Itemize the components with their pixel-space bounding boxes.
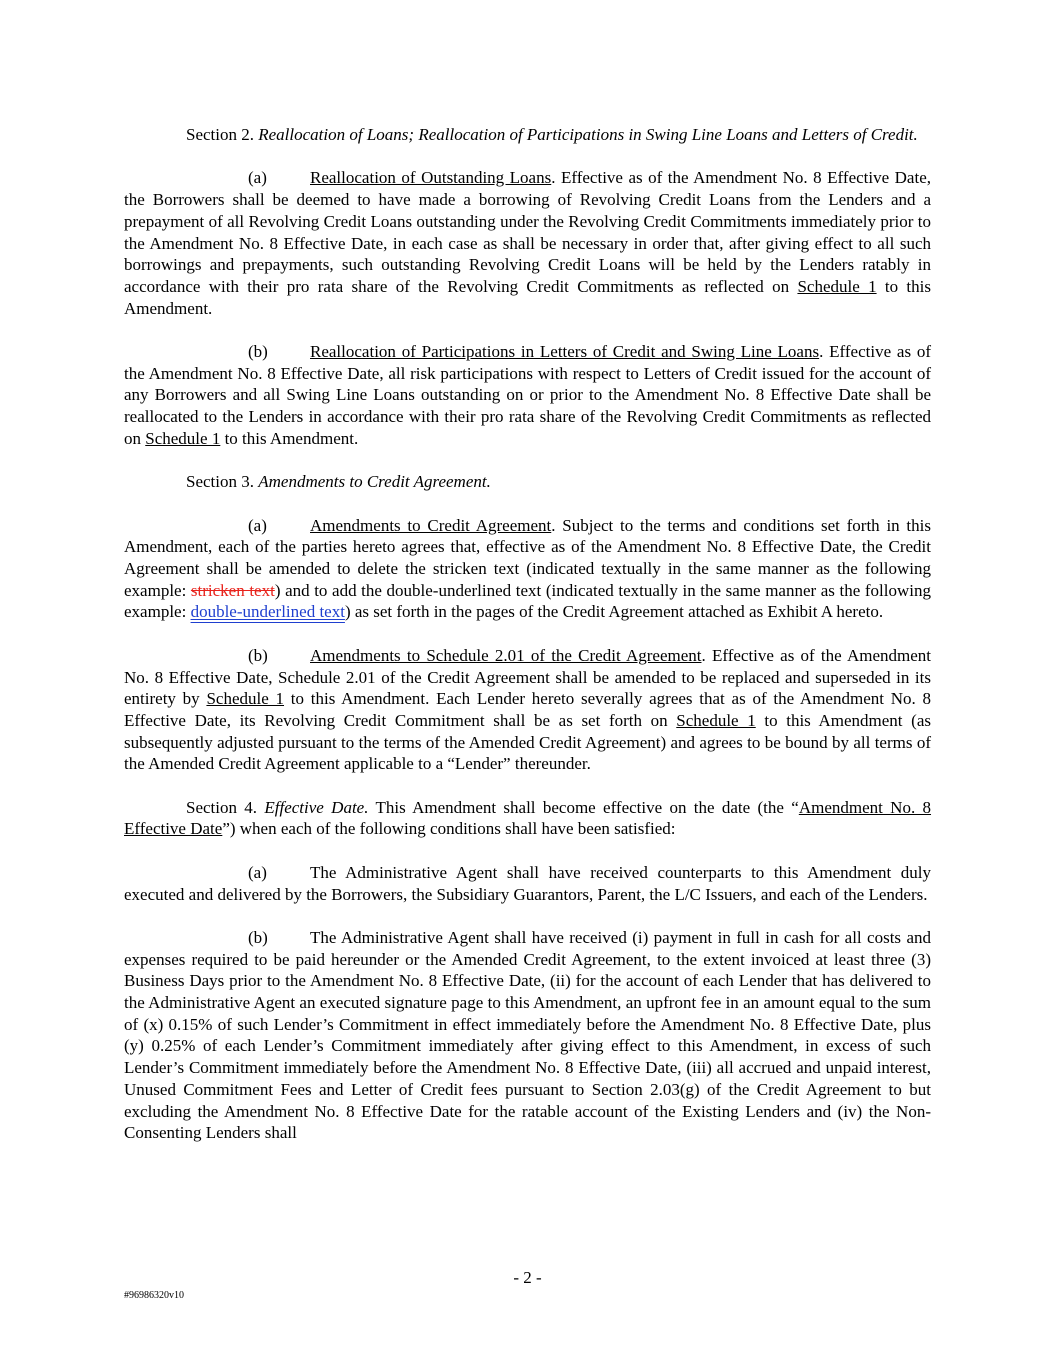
section-2a-schedule-ref: Schedule 1 bbox=[797, 276, 877, 296]
section-4-title: Effective Date. bbox=[264, 797, 369, 817]
document-body bbox=[124, 124, 931, 1144]
section-4b-label: (b) bbox=[248, 927, 268, 947]
section-3a-label: (a) bbox=[248, 515, 267, 535]
section-2b-body: . Effective as of the Amendment No. 8 Effective Date, all risk participations with respect to Letters of Credit issued for the account of any Borrowers and all Swing Line Loans outstanding on or prior to the Amendment No. 8 Effective Date shall be reallocated to the Lenders in accordance with their pro rata share of the Revolving Credit Commitments as reflected on bbox=[124, 342, 931, 448]
section-4-body-2: ”) when each of the following conditions shall have been satisfied: bbox=[222, 819, 676, 839]
section-3b-heading: Amendments to Schedule 2.01 of the Credit Agreement bbox=[310, 645, 702, 665]
double-underlined-text-example: double-underlined text bbox=[190, 602, 345, 622]
section-2b-heading: Reallocation of Participations in Letters of Credit and Swing Line Loans bbox=[310, 342, 820, 361]
section-3a-body-1: . Subject to the terms and conditions set forth in this Amendment, each of the parties hereto agrees that, effective as of the Amendment No. 8 Effective Date, the Credit Agreement shall be amended to delete the stricken text (indicated textually in the same manner as the following example: bbox=[124, 515, 931, 600]
section-3a-heading: Amendments to Credit Agreement bbox=[310, 515, 552, 535]
section-4b-body: The Administrative Agent shall have received (i) payment in full in cash for all costs and expenses required to be paid hereunder or the Amended Credit Agreement, to the extent invoiced at least three (3) Business Days prior to the Amendment No. 8 Effective Date, (ii) for the account of each Lender that has delivered to the Administrative Agent an executed signature page to this Amendment, an upfront fee in an amount equal to the sum of (x) 0.15% of such Lender’s Commitment in effect immediately before the Amendment No. 8 Effective Date, plus (y) 0.25% of each Lender’s Commitment immediately after giving effect to this Amendment, in excess of such Lender’s Commitment immediately before the Amendment No. 8 Effective Date, (iii) all accrued and unpaid interest, Unused Commitment Fees and Letter of Credit fees pursuant to Section 2.03(g) of the Credit Agreement to but excluding the Amendment No. 8 Effective Date for the ratable account of the Existing Lenders and (iv) the Non-Consenting Lenders shall bbox=[124, 927, 931, 1143]
section-2b-schedule-ref: Schedule 1 bbox=[145, 428, 221, 448]
section-2-lead: Section 2. bbox=[186, 125, 254, 144]
section-4-body-1: This Amendment shall become effective on the date (the “ bbox=[368, 797, 799, 817]
section-4a-body: The Administrative Agent shall have received counterparts to this Amendment duly executed and delivered by the Borrowers, the Subsidiary Guarantors, Parent, the L/C Issuers, and each of the Lenders. bbox=[124, 862, 931, 904]
section-3b-body-1: . Effective as of the Amendment No. 8 Effective Date, Schedule 2.01 of the Credit Agreement shall be amended to be replaced and superseded in its entirety by bbox=[124, 645, 931, 709]
stricken-text-example: stricken text bbox=[190, 580, 275, 600]
section-4-lead: Section 4. bbox=[186, 797, 258, 817]
section-2b-tail: to this Amendment. bbox=[220, 428, 359, 448]
section-2a-paragraph bbox=[124, 167, 931, 319]
section-3a-body-3: ) as set forth in the pages of the Credit Agreement attached as Exhibit A hereto. bbox=[344, 602, 884, 622]
section-4a-paragraph bbox=[124, 862, 931, 905]
section-2-title: Reallocation of Loans; Reallocation of Participations in Swing Line Loans and Letters of Credit. bbox=[258, 125, 918, 144]
section-3b-label: (b) bbox=[248, 645, 268, 665]
section-2a-label: (a) bbox=[248, 168, 267, 188]
section-3b-schedule-ref-2: Schedule 1 bbox=[676, 710, 756, 730]
section-2b-label: (b) bbox=[248, 342, 268, 361]
section-2a-tail: to this Amendment. bbox=[124, 276, 931, 318]
section-3-lead: Section 3. bbox=[186, 472, 254, 492]
section-2b-paragraph bbox=[124, 341, 931, 450]
section-3b-body-2: to this Amendment. Each Lender hereto severally agrees that as of the Amendment No. 8 Effective Date, its Revolving Credit Commitment shall be as set forth on bbox=[124, 689, 932, 730]
section-3a-paragraph bbox=[124, 515, 931, 624]
section-4-defined-term: Amendment No. 8 Effective Date bbox=[124, 797, 932, 839]
section-3-title: Amendments to Credit Agreement. bbox=[258, 472, 491, 492]
section-4b-paragraph bbox=[124, 927, 931, 1144]
section-2-heading bbox=[124, 124, 931, 146]
section-3-heading bbox=[124, 471, 931, 493]
section-3b-body-3: to this Amendment (as subsequently adjusted pursuant to the terms of the Amended Credit Agreement) and agrees to be bound by all terms of the Amended Credit Agreement applicable to a “Lender” thereunder. bbox=[124, 710, 931, 774]
section-3b-paragraph bbox=[124, 645, 931, 775]
page-number: - 2 - bbox=[513, 1268, 542, 1287]
section-4-paragraph bbox=[124, 797, 931, 840]
section-2a-heading: Reallocation of Outstanding Loans bbox=[310, 168, 552, 188]
section-2a-body: . Effective as of the Amendment No. 8 Effective Date, the Borrowers shall be deemed to have made a borrowing of Revolving Credit Loans from the Lenders and a prepayment of all Revolving Credit Loans outstanding under the Revolving Credit Commitments immediately prior to the Amendment No. 8 Effective Date, in each case as shall be necessary in order that, after giving effect to all such borrowings and prepayments, such outstanding Revolving Credit Loans will be held by the Lenders ratably in accordance with their pro rata share of the Revolving Credit Commitments as reflected on bbox=[124, 168, 931, 296]
section-3b-schedule-ref-1: Schedule 1 bbox=[206, 689, 285, 709]
section-4a-label: (a) bbox=[248, 862, 267, 882]
section-3a-body-2: ) and to add the double-underlined text (indicated textually in the same manner as the following example: bbox=[124, 580, 931, 622]
document-id: #96986320v10 bbox=[124, 1290, 184, 1301]
